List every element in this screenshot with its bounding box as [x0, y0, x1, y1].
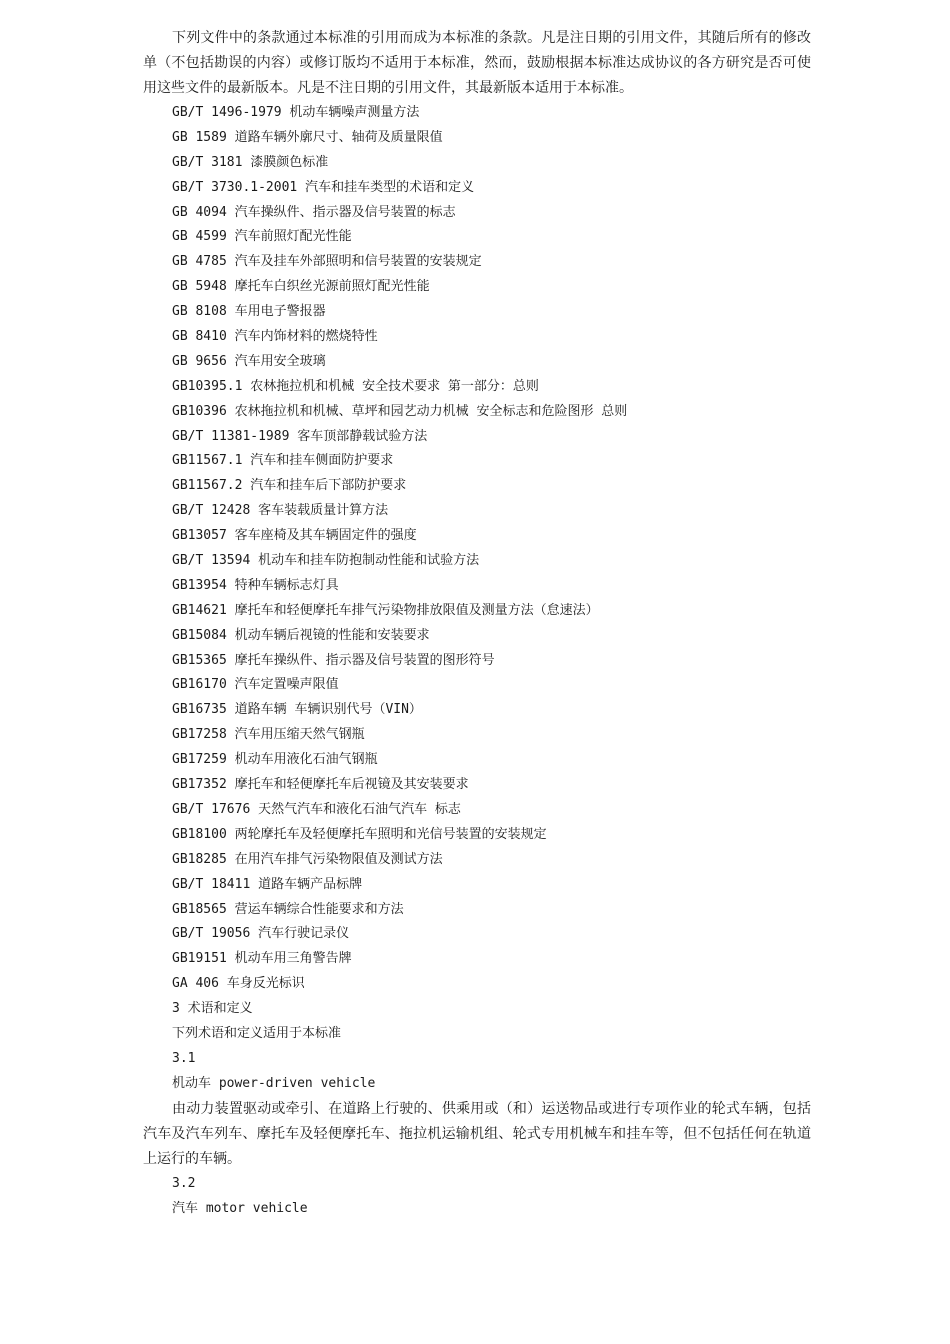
reference-item	[143, 225, 811, 250]
reference-code: GB/T 11381-1989	[172, 428, 290, 444]
reference-code: GB13954	[172, 577, 227, 593]
intro-paragraph: 下列文件中的条款通过本标准的引用而成为本标准的条款。凡是注日期的引用文件，其随后所有的修改单（不包括勘误的内容）或修订版均不适用于本标准，然而，鼓励根据本标准达成协议的各方研究是否可使用这些文件的最新版本。凡是不注日期的引用文件，其最新版本适用于本标准。	[143, 30, 811, 96]
reference-item	[143, 673, 811, 698]
reference-code: GB 5948	[172, 279, 227, 295]
reference-item	[143, 922, 811, 947]
reference-code: GB18100	[172, 826, 227, 842]
reference-item	[143, 698, 811, 723]
reference-code: GB/T 18411	[172, 876, 251, 892]
reference-title: 汽车和挂车侧面防护要求	[250, 453, 394, 469]
reference-title: 机动车和挂车防抱制动性能和试验方法	[258, 553, 480, 569]
reference-item	[143, 873, 811, 898]
reference-code: GB/T 3730.1-2001	[172, 179, 298, 195]
reference-item	[143, 848, 811, 873]
reference-item	[143, 176, 811, 201]
term-name: 机动车 power-driven vehicle	[172, 1075, 376, 1091]
term-name: 汽车 motor vehicle	[172, 1200, 308, 1216]
reference-code: GB 8108	[172, 304, 227, 320]
reference-code: GA 406	[172, 976, 219, 992]
reference-item	[143, 275, 811, 300]
reference-title: 汽车及挂车外部照明和信号装置的安装规定	[234, 254, 482, 270]
term-number: 3.1	[172, 1050, 196, 1066]
reference-title: 农林拖拉机和机械 安全技术要求 第一部分：总则	[250, 378, 539, 394]
reference-code: GB/T 13594	[172, 553, 251, 569]
reference-code: GB/T 3181	[172, 154, 243, 170]
reference-item	[143, 947, 811, 972]
reference-title: 两轮摩托车及轻便摩托车照明和光信号装置的安装规定	[234, 826, 547, 842]
reference-code: GB17259	[172, 752, 227, 768]
reference-title: 客车顶部静载试验方法	[297, 428, 428, 444]
reference-title: 摩托车和轻便摩托车后视镜及其安装要求	[234, 777, 469, 793]
reference-code: GB10395.1	[172, 378, 243, 394]
reference-item	[143, 325, 811, 350]
reference-item	[143, 250, 811, 275]
reference-title: 摩托车操纵件、指示器及信号装置的图形符号	[234, 652, 495, 668]
reference-item	[143, 101, 811, 126]
reference-item	[143, 649, 811, 674]
reference-title: 机动车辆后视镜的性能和安装要求	[234, 627, 430, 643]
reference-title: 汽车用安全玻璃	[234, 353, 326, 369]
reference-code: GB/T 19056	[172, 926, 251, 942]
reference-title: 摩托车和轻便摩托车排气污染物排放限值及测量方法（怠速法）	[234, 602, 599, 618]
reference-title: 汽车前照灯配光性能	[234, 229, 352, 245]
reference-code: GB 4094	[172, 204, 227, 220]
reference-title: 漆膜颜色标准	[250, 154, 329, 170]
reference-title: 道路车辆 车辆识别代号（VIN）	[234, 702, 422, 718]
reference-title: 在用汽车排气污染物限值及测试方法	[234, 851, 443, 867]
document-page	[143, 26, 811, 1221]
reference-code: GB/T 12428	[172, 503, 251, 519]
reference-item	[143, 524, 811, 549]
reference-title: 道路车辆外廓尺寸、轴荷及质量限值	[234, 129, 443, 145]
reference-title: 机动车用液化石油气钢瓶	[234, 752, 378, 768]
reference-item	[143, 624, 811, 649]
reference-item	[143, 151, 811, 176]
reference-title: 车用电子警报器	[234, 304, 326, 320]
reference-title: 天然气汽车和液化石油气汽车 标志	[258, 801, 461, 817]
reference-item	[143, 823, 811, 848]
reference-code: GB11567.1	[172, 453, 243, 469]
reference-title: 营运车辆综合性能要求和方法	[234, 901, 404, 917]
reference-title: 特种车辆标志灯具	[234, 577, 339, 593]
reference-code: GB18285	[172, 851, 227, 867]
reference-item	[143, 425, 811, 450]
section-terms-definitions	[143, 997, 811, 1221]
reference-title: 汽车用压缩天然气钢瓶	[234, 727, 365, 743]
reference-title: 汽车行驶记录仪	[258, 926, 350, 942]
reference-code: GB 4785	[172, 254, 227, 270]
section-intro: 下列术语和定义适用于本标准	[172, 1025, 342, 1041]
reference-title: 汽车和挂车类型的术语和定义	[305, 179, 475, 195]
reference-item	[143, 499, 811, 524]
reference-code: GB19151	[172, 951, 227, 967]
reference-title: 汽车和挂车后下部防护要求	[250, 478, 407, 494]
reference-item	[143, 773, 811, 798]
reference-title: 机动车辆噪声测量方法	[289, 105, 420, 120]
reference-code: GB/T 1496-1979	[172, 105, 282, 120]
reference-item	[143, 201, 811, 226]
reference-item	[143, 400, 811, 425]
term-number: 3.2	[172, 1175, 196, 1191]
section-heading: 3 术语和定义	[172, 1001, 253, 1017]
reference-title: 客车装载质量计算方法	[258, 503, 389, 519]
reference-item	[143, 599, 811, 624]
reference-title: 机动车用三角警告牌	[234, 951, 352, 967]
reference-list	[143, 101, 811, 997]
reference-item	[143, 126, 811, 151]
reference-code: GB16735	[172, 702, 227, 718]
reference-item	[143, 300, 811, 325]
reference-title: 车身反光标识	[226, 976, 305, 992]
reference-code: GB13057	[172, 528, 227, 544]
reference-code: GB18565	[172, 901, 227, 917]
reference-code: GB17258	[172, 727, 227, 743]
reference-code: GB 8410	[172, 329, 227, 345]
reference-title: 摩托车白织丝光源前照灯配光性能	[234, 279, 430, 295]
reference-item	[143, 798, 811, 823]
reference-item	[143, 449, 811, 474]
reference-code: GB16170	[172, 677, 227, 693]
reference-item	[143, 574, 811, 599]
reference-code: GB 9656	[172, 353, 227, 369]
reference-item	[143, 748, 811, 773]
reference-item	[143, 898, 811, 923]
reference-title: 客车座椅及其车辆固定件的强度	[234, 528, 417, 544]
reference-item	[143, 375, 811, 400]
reference-code: GB17352	[172, 777, 227, 793]
reference-title: 农林拖拉机和机械、草坪和园艺动力机械 安全标志和危险图形 总则	[234, 403, 628, 419]
reference-item	[143, 474, 811, 499]
reference-code: GB14621	[172, 602, 227, 618]
reference-item	[143, 549, 811, 574]
reference-code: GB 1589	[172, 129, 227, 145]
reference-title: 道路车辆产品标牌	[258, 876, 363, 892]
reference-title: 汽车定置噪声限值	[234, 677, 339, 693]
reference-item	[143, 723, 811, 748]
reference-code: GB 4599	[172, 229, 227, 245]
reference-code: GB10396	[172, 403, 227, 419]
term-definition: 由动力装置驱动或牵引、在道路上行驶的、供乘用或（和）运送物品或进行专项作业的轮式车辆，包括汽车及汽车列车、摩托车及轻便摩托车、拖拉机运输机组、轮式专用机械车和挂车等，但不包括任何在轨道上运行的车辆。	[143, 1100, 811, 1167]
reference-code: GB11567.2	[172, 478, 243, 494]
reference-code: GB15365	[172, 652, 227, 668]
reference-code: GB/T 17676	[172, 801, 251, 817]
reference-item	[143, 350, 811, 375]
reference-item	[143, 972, 811, 997]
reference-code: GB15084	[172, 627, 227, 643]
reference-title: 汽车操纵件、指示器及信号装置的标志	[234, 204, 456, 220]
reference-title: 汽车内饰材料的燃烧特性	[234, 329, 378, 345]
